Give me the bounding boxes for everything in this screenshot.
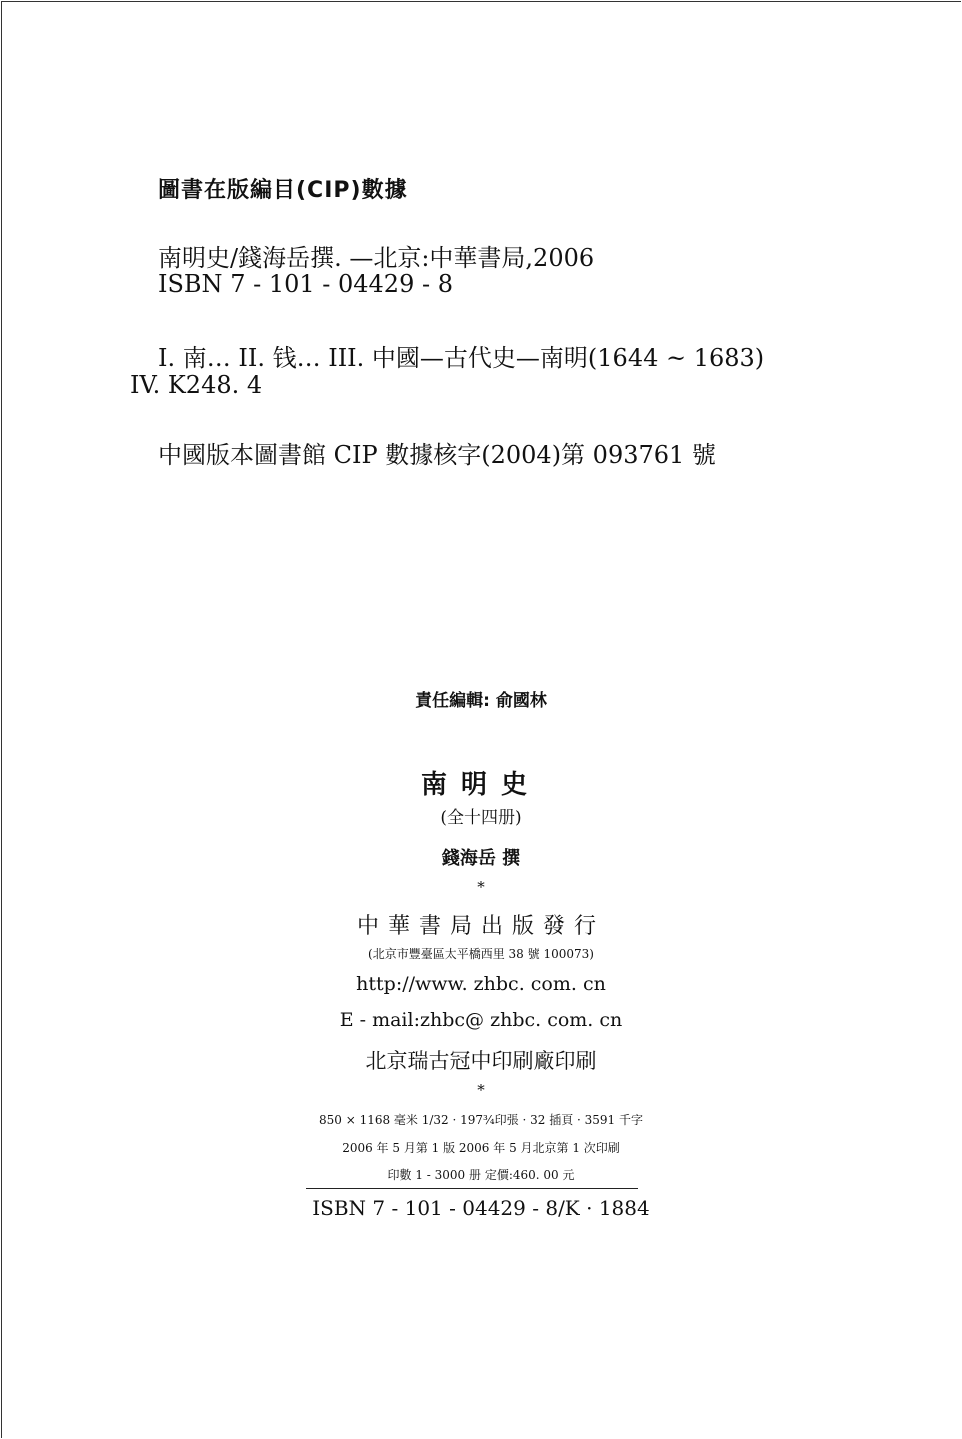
- publisher-address: (北京市豐臺區太平橋西里 38 號 100073): [368, 947, 594, 961]
- print-run-price: 印數 1 - 3000 册 定價:460. 00 元: [387, 1168, 575, 1182]
- cip-classification-line-1: I. 南… II. 钱… III. 中國—古代史—南明(1644 ~ 1683): [158, 344, 765, 372]
- printer-name: 北京瑞古冠中印刷廠印刷: [365, 1049, 597, 1073]
- publisher-url: http://www. zhbc. com. cn: [356, 973, 606, 995]
- separator-star: *: [477, 1081, 485, 1099]
- full-isbn: ISBN 7 - 101 - 04429 - 8/K · 1884: [312, 1196, 650, 1220]
- separator-star: *: [477, 878, 485, 896]
- publisher-email: E - mail:zhbc@ zhbc. com. cn: [339, 1009, 623, 1031]
- cip-isbn-line: ISBN 7 - 101 - 04429 - 8: [158, 270, 453, 298]
- page-border: [1, 1, 961, 1438]
- volume-count: (全十四册): [440, 808, 522, 828]
- responsible-editor: 責任編輯: 俞國林: [415, 691, 547, 711]
- print-specs: 850 × 1168 毫米 1/32 · 197¾印張 · 32 插頁 · 3591 千字: [318, 1113, 643, 1127]
- publisher-name: 中華書局出版發行: [356, 914, 605, 939]
- cip-title-author-line: 南明史/錢海岳撰. —北京:中華書局,2006: [158, 244, 595, 272]
- book-title: 南明史: [420, 770, 541, 800]
- divider-rule: [306, 1188, 638, 1189]
- cip-heading: 圖書在版編目(CIP)數據: [158, 178, 408, 203]
- book-author: 錢海岳 撰: [441, 848, 521, 869]
- cip-record-number: 中國版本圖書館 CIP 數據核字(2004)第 093761 號: [158, 441, 716, 469]
- edition-info: 2006 年 5 月第 1 版 2006 年 5 月北京第 1 次印刷: [342, 1141, 620, 1155]
- cip-classification-line-2: IV. K248. 4: [130, 371, 263, 399]
